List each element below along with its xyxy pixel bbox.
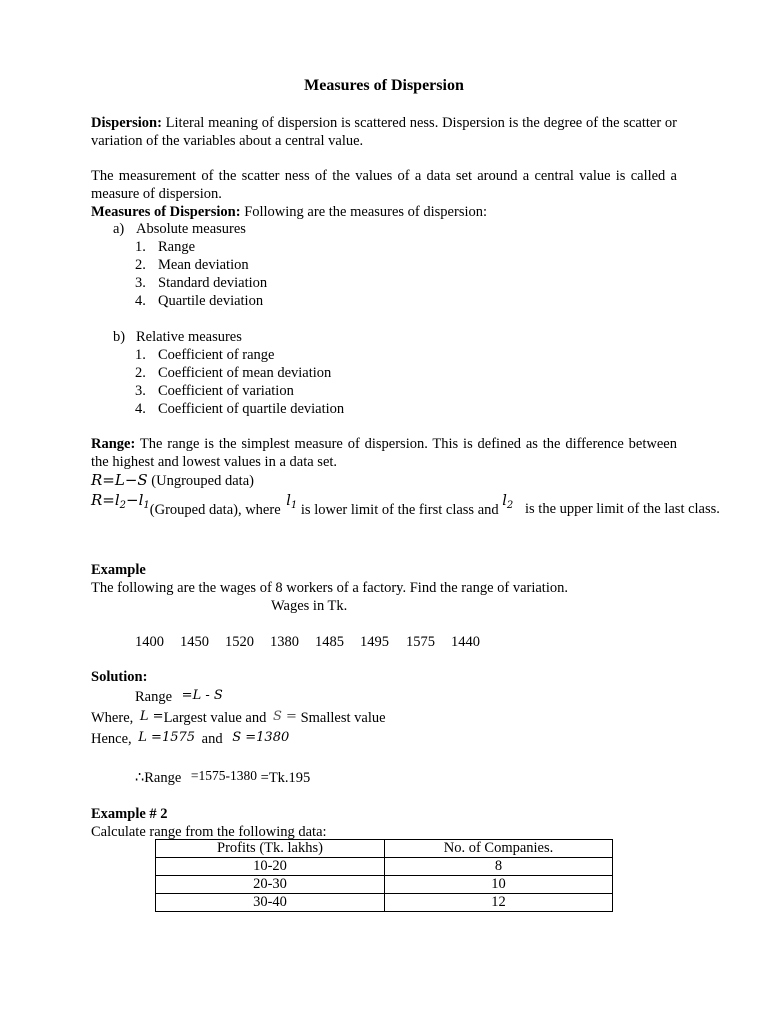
formula: R=L−S xyxy=(91,471,148,489)
table-cell: 20-30 xyxy=(156,876,385,894)
table-row xyxy=(156,876,613,894)
and-text: and xyxy=(201,731,223,747)
wage-value: 1485 xyxy=(315,634,344,650)
L-symbol: L = xyxy=(139,709,164,724)
measures-text: Following are the measures of dispersion: xyxy=(244,204,488,220)
table-header: Profits (Tk. lakhs) xyxy=(156,840,385,858)
wage-value: 1495 xyxy=(360,634,389,650)
example2-text: Calculate range from the following data: xyxy=(91,824,327,840)
formula-note: (Grouped data), where xyxy=(149,502,281,518)
range-text: The range is the simplest measure of dispersion. This is defined as the difference between the highest and lowest values in a data set. xyxy=(91,436,677,470)
table-header-row xyxy=(156,840,613,858)
solution-range-line xyxy=(135,688,223,707)
relative-measures-label xyxy=(113,328,242,346)
S-symbol: S = xyxy=(273,709,297,724)
page-title: Measures of Dispersion xyxy=(304,77,464,94)
measures-term: Measures of Dispersion: xyxy=(91,204,241,220)
list-item: 3. Coefficient of variation xyxy=(135,383,294,399)
range-formula: =L - S xyxy=(181,688,223,703)
wage-value: 1380 xyxy=(270,634,299,650)
table-cell: 30-40 xyxy=(156,894,385,912)
solution-final-line xyxy=(135,769,310,787)
list-item: 3. Standard deviation xyxy=(135,275,268,291)
l1-text: is lower limit of the first class and xyxy=(300,502,499,518)
list-label: Absolute measures xyxy=(136,221,246,237)
range-formula-ungrouped xyxy=(91,471,254,490)
table-row xyxy=(156,894,613,912)
list-item: 1. Coefficient of range xyxy=(135,347,275,363)
range-paragraph xyxy=(91,435,677,471)
S-description: Smallest value xyxy=(300,710,386,726)
therefore-symbol: ∴ xyxy=(135,770,145,786)
list-item: 2. Mean deviation xyxy=(135,257,249,273)
final-calc: =1575-1380 xyxy=(190,768,258,783)
S-value: S =1380 xyxy=(232,730,290,745)
wage-value: 1520 xyxy=(225,634,254,650)
formula-note: (Ungrouped data) xyxy=(151,473,254,489)
table-header: No. of Companies. xyxy=(385,840,613,858)
where-label: Where, xyxy=(91,710,134,726)
formula: $R=l_2-l_1$ xyxy=(91,491,150,511)
wage-value: 1440 xyxy=(451,634,480,650)
measures-paragraph xyxy=(91,203,487,221)
dispersion-paragraph xyxy=(91,114,677,150)
measurement-paragraph: The measurement of the scatter ness of the values of a data set around a central value is called a measure of dispersion. xyxy=(91,168,677,202)
hence-label: Hence, xyxy=(91,731,132,747)
table-cell: 12 xyxy=(385,894,613,912)
table-cell: 8 xyxy=(385,858,613,876)
table-cell: 10-20 xyxy=(156,858,385,876)
l2-text: is the upper limit of the last class. xyxy=(525,501,720,517)
list-item: 4. Quartile deviation xyxy=(135,293,264,309)
profits-table xyxy=(155,839,613,912)
solution-heading: Solution: xyxy=(91,669,148,685)
list-item: 1. Range xyxy=(135,239,196,255)
absolute-measures-label xyxy=(113,220,246,238)
wage-value: 1575 xyxy=(406,634,435,650)
relative-measures-list xyxy=(135,346,435,418)
wages-caption: Wages in Tk. xyxy=(271,598,348,614)
absolute-measures-list xyxy=(135,238,435,310)
table-row xyxy=(156,858,613,876)
L-value: L =1575 xyxy=(138,730,196,745)
range-term: Range: xyxy=(91,436,136,452)
wage-value: 1450 xyxy=(180,634,209,650)
list-marker: a) xyxy=(113,221,125,237)
list-item: 4. Coefficient of quartile deviation xyxy=(135,401,345,417)
range-label: Range xyxy=(135,689,173,705)
wage-value: 1400 xyxy=(135,634,164,650)
list-marker: b) xyxy=(113,329,126,345)
table-cell: 10 xyxy=(385,876,613,894)
dispersion-term: Dispersion: xyxy=(91,115,162,131)
example-text: The following are the wages of 8 workers of a factory. Find the range of variation. xyxy=(91,580,568,596)
l1-symbol: $l_1$ xyxy=(286,493,298,511)
list-label: Relative measures xyxy=(136,329,242,345)
L-description: Largest value and xyxy=(163,710,267,726)
solution-hence-line xyxy=(91,730,289,749)
solution-where-line xyxy=(91,709,386,728)
final-range-label: Range xyxy=(144,770,182,786)
list-item: 2. Coefficient of mean deviation xyxy=(135,365,332,381)
example2-heading: Example # 2 xyxy=(91,806,168,822)
final-result: =Tk.195 xyxy=(260,770,311,786)
dispersion-text: Literal meaning of dispersion is scattered ness. Dispersion is the degree of the scatter or variation of the variables about a central value. xyxy=(91,115,677,149)
l2-symbol: $l_2$ xyxy=(502,493,514,511)
example-heading: Example xyxy=(91,562,146,578)
